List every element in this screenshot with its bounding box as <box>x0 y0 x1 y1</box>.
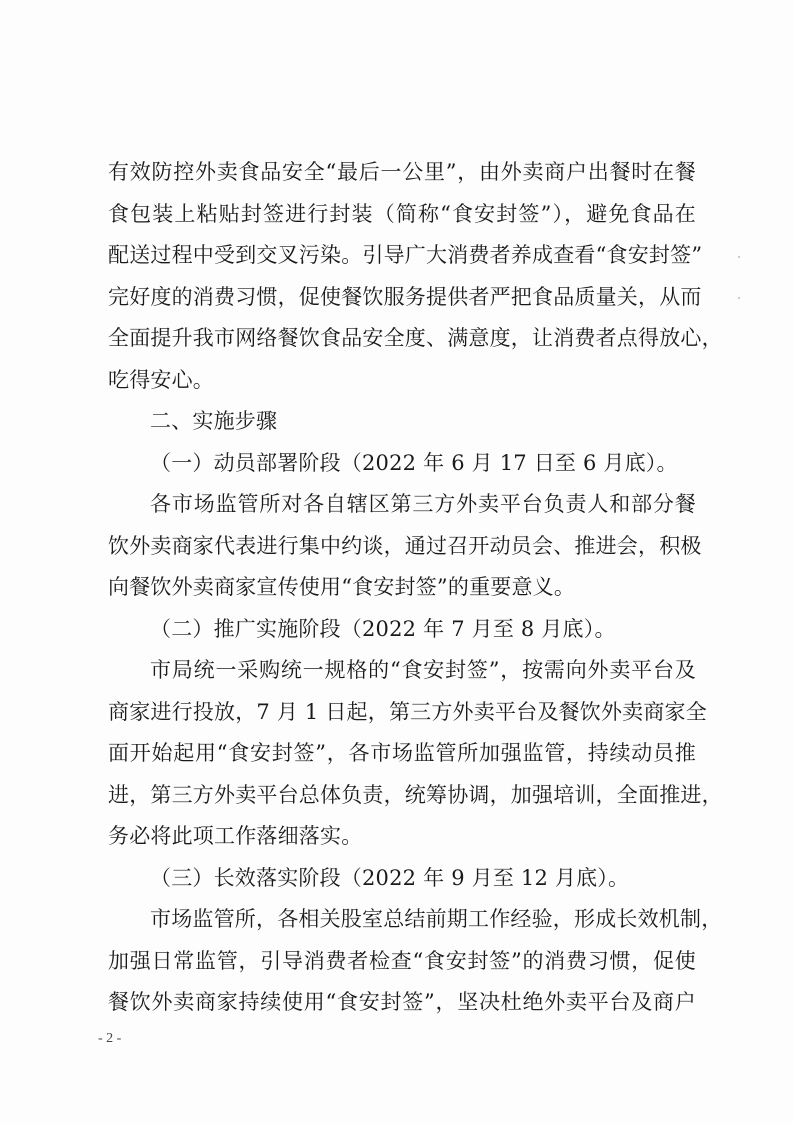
scan-speck <box>738 256 740 258</box>
text-line: 各市场监管所对各自辖区第三方外卖平台负责人和部分餐 <box>150 492 696 516</box>
stage-3 <box>108 858 723 1024</box>
text-line: 完好度的消费习惯，促使餐饮服务提供者严把食品质量关，从而 <box>108 284 702 309</box>
text-line: 市场监管所，各相关股室总结前期工作经验，形成长效机制， <box>150 907 723 931</box>
text-line: 吃得安心。 <box>108 367 214 392</box>
text-line: 市局统一采购统一规格的“食安封签”，按需向外卖平台及 <box>150 658 696 682</box>
stage-1 <box>108 443 702 609</box>
stage-2 <box>108 609 723 858</box>
page-number: - 2 - <box>98 1031 122 1046</box>
text-line: 向餐饮外卖商家宣传使用“食安封签”的重要意义。 <box>108 575 576 599</box>
text-line: 商家进行投放，7 月 1 日起，第三方外卖平台及餐饮外卖商家全 <box>108 699 707 724</box>
document-body <box>108 152 723 1024</box>
paragraph-intro <box>108 152 723 401</box>
stage-heading: （一）动员部署阶段（2022 年 6 月 17 日至 6 月底）。 <box>150 450 678 475</box>
text-line: 餐饮外卖商家持续使用“食安封签”，坚决杜绝外卖平台及商户 <box>108 990 696 1014</box>
text-line: 饮外卖商家代表进行集中约谈，通过召开动员会、推进会，积极 <box>108 533 702 558</box>
text-line: 全面提升我市网络餐饮食品安全度、满意度，让消费者点得放心， <box>108 326 723 350</box>
text-line: 加强日常监管，引导消费者检查“食安封签”的消费习惯，促使 <box>108 948 696 973</box>
scan-speck <box>738 297 740 299</box>
text-line: 务必将此项工作落细落实。 <box>108 824 363 848</box>
text-line: 配送过程中受到交叉污染。引导广大消费者养成查看“食安封签” <box>108 243 703 267</box>
text-line: 有效防控外卖食品安全“最后一公里”，由外卖商户出餐时在餐 <box>108 160 696 184</box>
stage-heading: （二）推广实施阶段（2022 年 7 月至 8 月底）。 <box>150 616 616 641</box>
text-line: 面开始起用“食安封签”，各市场监管所加强监管，持续动员推 <box>108 741 696 765</box>
text-line: 食包装上粘贴封签进行封装（简称“食安封签”），避免食品在 <box>108 201 696 226</box>
section-heading: 二、实施步骤 <box>150 409 278 433</box>
text-line: 进，第三方外卖平台总体负责，统筹协调，加强培训，全面推进， <box>108 782 723 807</box>
stage-heading: （三）长效落实阶段（2022 年 9 月至 12 月底）。 <box>150 865 630 890</box>
